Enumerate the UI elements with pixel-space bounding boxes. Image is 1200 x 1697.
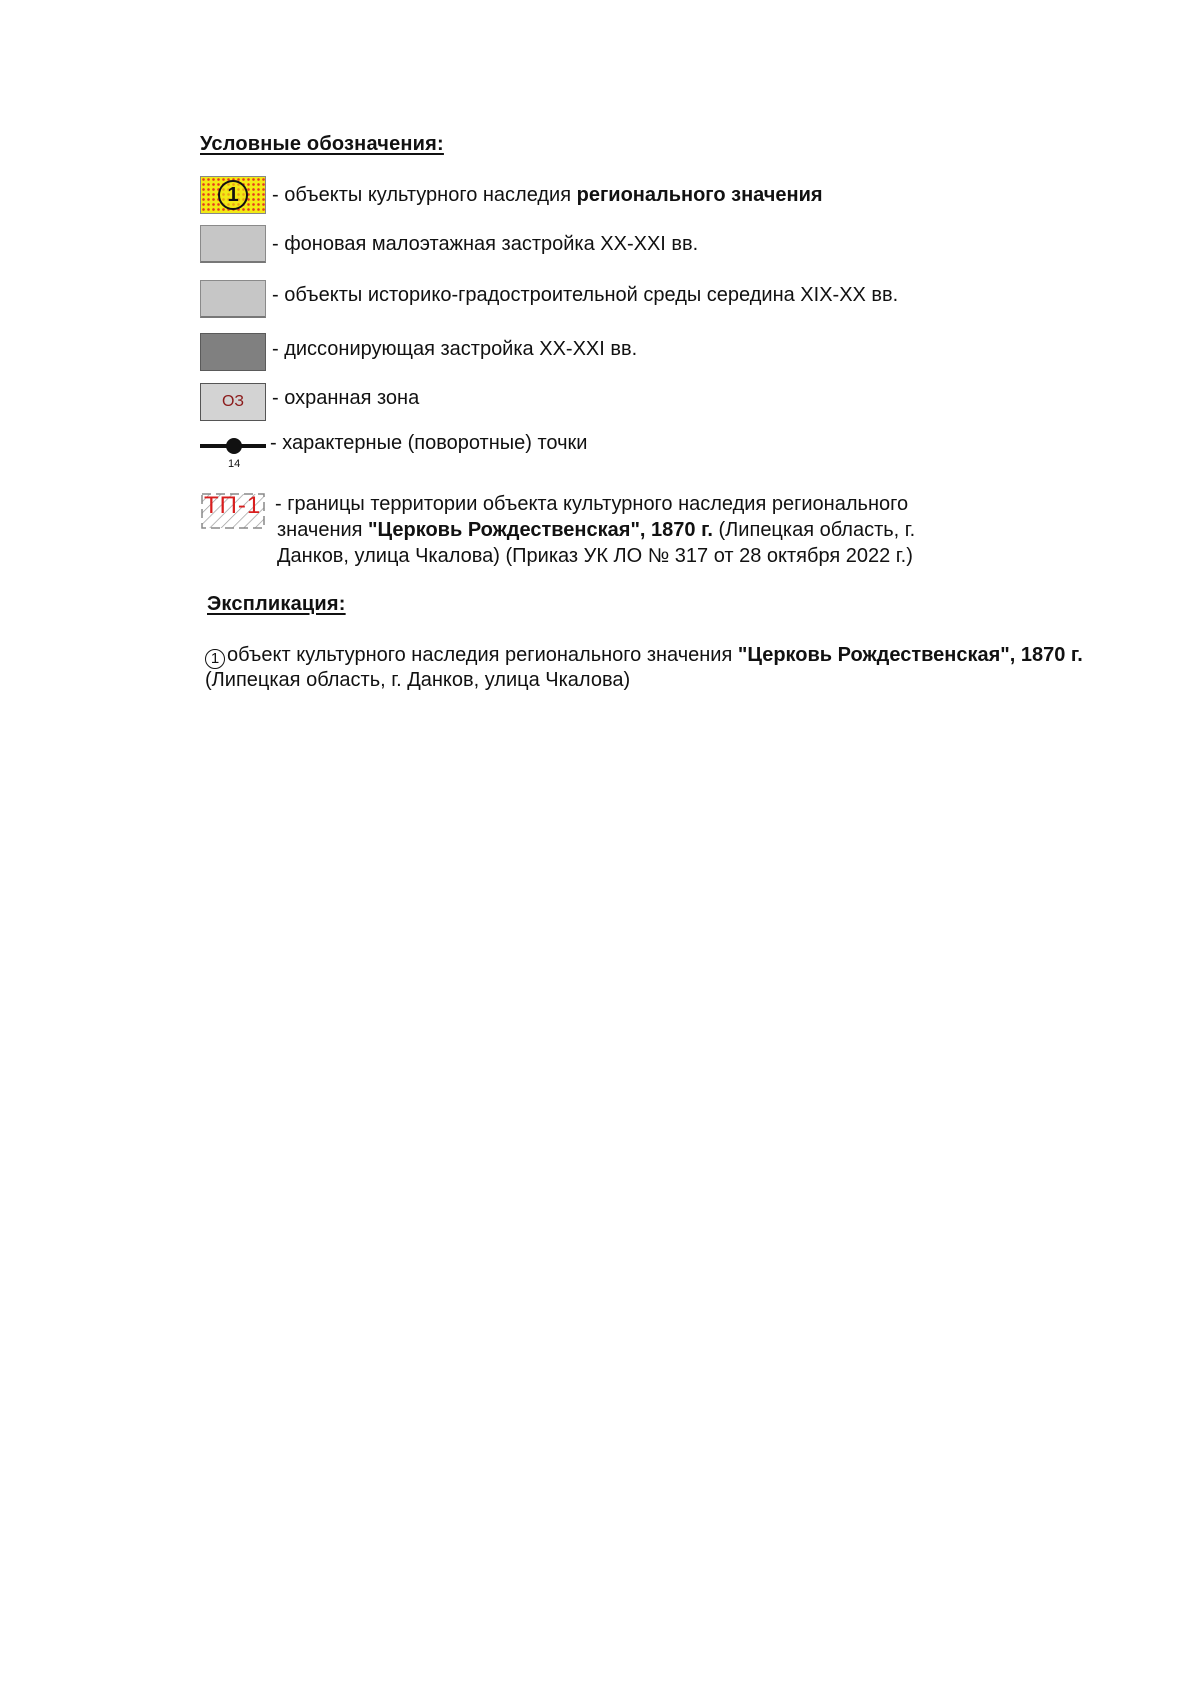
legend-item-text: - характерные (поворотные) точки [270,432,588,454]
light-gray-swatch [200,280,266,318]
legend-item-protection-zone [200,383,419,421]
protection-zone-label: ОЗ [221,393,245,410]
legend-title: Условные обозначения: [200,133,444,155]
legend-item-heritage [200,176,823,214]
legend-item-turning-points [200,432,587,472]
legend-item-text: - фоновая малоэтажная застройка XX-XXI вв. [272,233,699,255]
explication-title: Экспликация: [207,593,346,615]
legend-item-dissonant-buildings [200,333,637,371]
legend-item-historic-environment [200,280,898,318]
legend-item-text-line-1: - границы территории объекта культурного наследия регионального [275,493,909,515]
turning-point-line-icon [200,432,266,472]
turning-point-number: 14 [228,458,241,470]
protection-zone-swatch [200,383,266,421]
light-gray-swatch [200,225,266,263]
legend-item-text-line-3: Данков, улица Чкалова) (Приказ УК ЛО № 317 от 28 октября 2022 г.) [277,545,913,567]
legend-item-text: - диссонирующая застройка XX-XXI вв. [272,338,638,360]
legend-item-text: - охранная зона [272,387,420,409]
legend-item-text: - объекты историко-градостроительной среды середина XIX-XX вв. [272,284,899,306]
heritage-number-marker: 1 [218,180,248,210]
legend-item-text: - объекты культурного наследия регионального значения [272,184,823,206]
explication-entry: 1 объект культурного наследия регионального значения "Церковь Рождественская", 1870 г. (Липецкая область, г. Данков, улица Чкалова) [205,644,1083,691]
heritage-yellow-swatch [200,176,266,214]
legend-item-territory-boundary [200,492,266,532]
legend-item-text-line-2: значения "Церковь Рождественская", 1870 г. (Липецкая область, г. [277,519,916,541]
dark-gray-swatch [200,333,266,371]
territory-boundary-hatch-icon [200,492,266,532]
territory-boundary-label: ТП-1 [204,492,262,519]
legend-item-background-buildings [200,225,698,263]
explication-number-marker: 1 [205,649,225,669]
